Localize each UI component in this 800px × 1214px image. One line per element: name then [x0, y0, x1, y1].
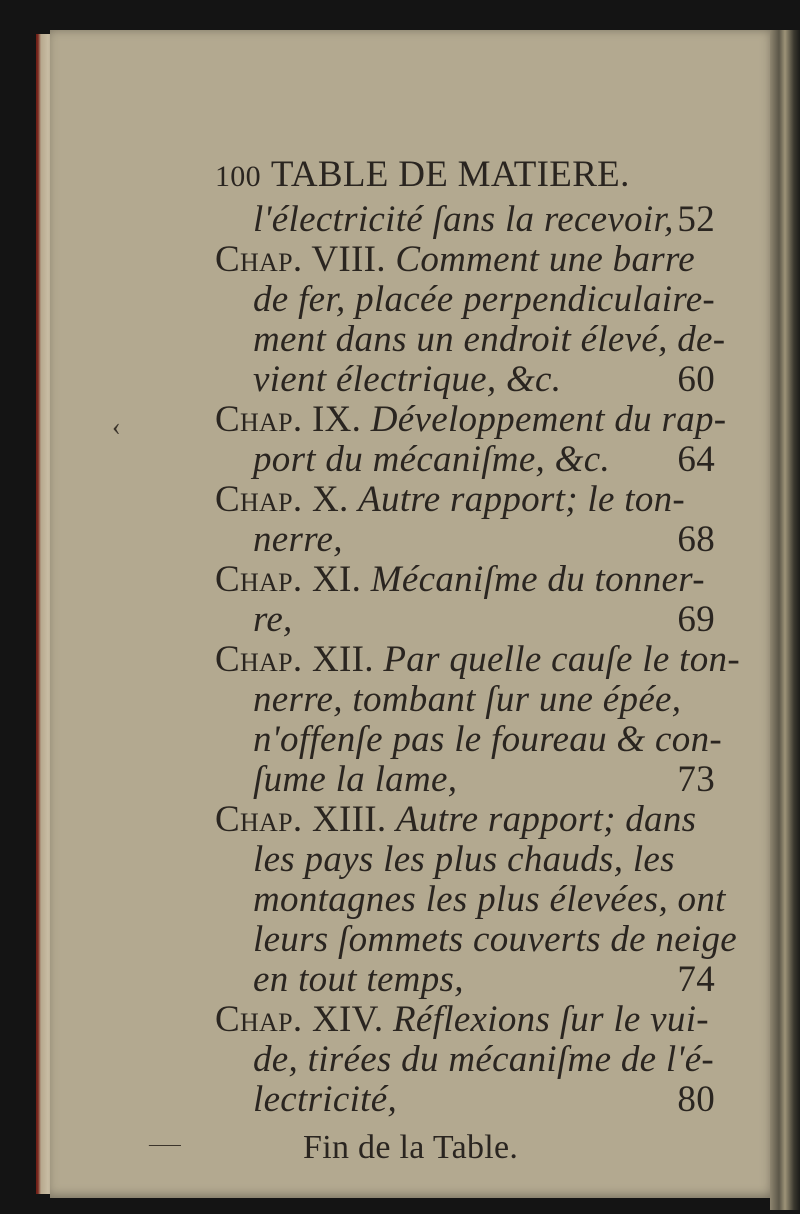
chapter-entry [215, 639, 740, 680]
entry-continuation [215, 600, 715, 640]
entry-continuation [215, 760, 715, 800]
page-number: 100 [215, 160, 261, 193]
entry-continuation [215, 840, 715, 880]
chapter-label: Chap. [215, 479, 303, 520]
entry-text: de, tirées du mécaniſme de l'é- [253, 1039, 715, 1080]
entry-text: re, [253, 599, 293, 640]
entry-continuation [215, 960, 715, 1000]
chapter-roman-numeral: VIII. [311, 239, 386, 280]
entry-text: n'offenſe pas le foureau & con- [253, 719, 722, 760]
chapter-label: Chap. [215, 399, 303, 440]
entry-text: ſume la lame, [253, 759, 458, 800]
chapter-label: Chap. [215, 799, 303, 840]
entry-continuation [215, 319, 726, 360]
entry-continuation [215, 520, 715, 560]
entry-continuation [215, 1080, 715, 1120]
entry-continuation [215, 200, 715, 240]
table-of-contents [215, 154, 740, 1168]
entry-continuation [215, 719, 722, 760]
chapter-roman-numeral: X. [312, 479, 349, 520]
entry-page-number: 73 [677, 759, 715, 800]
chapter-label: Chap. [215, 639, 303, 680]
entry-text: l'électricité ſans la recevoir, [253, 199, 674, 240]
entry-text: Autre rapport; dans [396, 799, 697, 840]
end-of-table: Fin de la Table. [303, 1129, 519, 1166]
entry-continuation [215, 1040, 715, 1080]
entry-page-number: 60 [677, 359, 715, 400]
chapter-roman-numeral: IX. [312, 399, 362, 440]
entry-text: de fer, placée perpendiculaire- [253, 279, 716, 320]
entry-continuation [215, 879, 726, 920]
book-right-edge [770, 30, 800, 1210]
margin-mark: ‹ [112, 412, 121, 441]
entry-text: leurs ſommets couverts de neige [253, 919, 738, 960]
chapter-roman-numeral: XI. [312, 559, 362, 600]
entry-continuation [215, 360, 715, 400]
chapter-roman-numeral: XIII. [312, 799, 387, 840]
entry-text: en tout temps, [253, 959, 464, 1000]
entry-text: Réflexions ſur le vui- [393, 999, 709, 1040]
entry-text: nerre, [253, 519, 343, 560]
entry-text: Développement du rap- [370, 399, 727, 440]
chapter-entry [215, 1000, 715, 1040]
page-header [215, 155, 715, 197]
entry-text: nerre, tombant ſur une épée, [253, 679, 682, 720]
margin-mark-bottom: ⸺ [148, 1134, 182, 1156]
entry-text: Mécaniſme du tonner- [370, 559, 705, 600]
entry-page-number: 52 [677, 199, 715, 240]
chapter-entry [215, 800, 715, 840]
entry-text: les pays les plus chauds, les [253, 839, 675, 880]
chapter-entry [215, 399, 727, 440]
entry-continuation [215, 680, 715, 720]
entry-text: vient électrique, &c. [253, 359, 562, 400]
entry-page-number: 68 [677, 519, 715, 560]
entry-text: port du mécaniſme, &c. [253, 439, 610, 480]
toc-entries [215, 199, 740, 1120]
entry-text: Par quelle cauſe le ton- [383, 639, 740, 680]
entry-text: ment dans un endroit élevé, de- [253, 319, 726, 360]
entry-text: lectricité, [253, 1079, 398, 1120]
chapter-roman-numeral: XIV. [312, 999, 384, 1040]
entry-continuation [215, 280, 715, 320]
entry-text: Comment une barre [395, 239, 696, 280]
entry-page-number: 74 [677, 959, 715, 1000]
chapter-roman-numeral: XII. [312, 639, 374, 680]
entry-continuation [215, 440, 715, 480]
chapter-label: Chap. [215, 559, 303, 600]
entry-text: montagnes les plus élevées, ont [253, 879, 726, 920]
chapter-entry [215, 480, 715, 520]
entry-page-number: 64 [677, 439, 715, 480]
entry-page-number: 80 [677, 1079, 715, 1120]
entry-page-number: 69 [677, 599, 715, 640]
entry-continuation [215, 919, 738, 960]
entry-text: Autre rapport; le ton- [358, 479, 686, 520]
chapter-entry [215, 240, 715, 280]
chapter-label: Chap. [215, 999, 303, 1040]
page-title: TABLE DE MATIERE. [270, 154, 630, 195]
chapter-label: Chap. [215, 239, 303, 280]
chapter-entry [215, 560, 715, 600]
